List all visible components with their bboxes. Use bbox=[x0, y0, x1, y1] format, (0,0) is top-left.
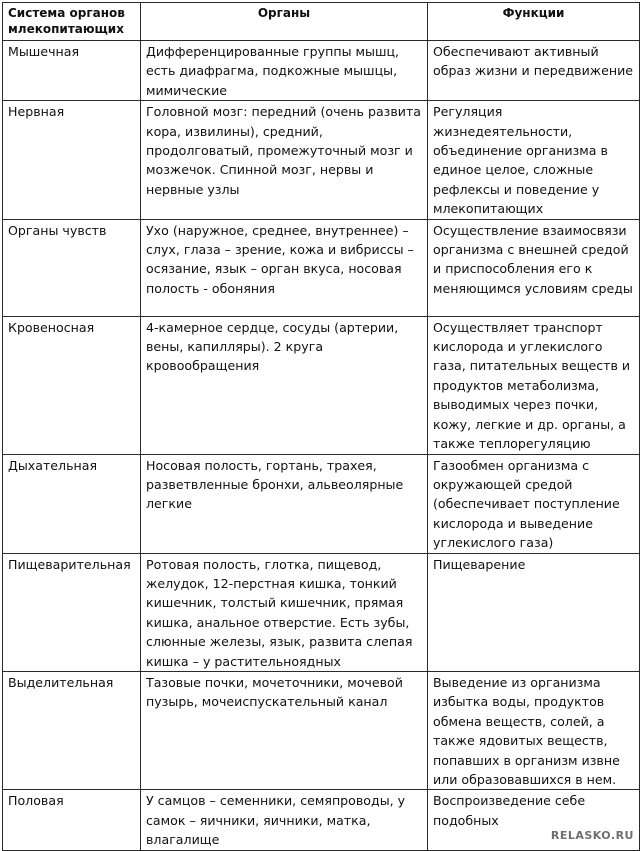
table-row-respiratory bbox=[3, 454, 640, 553]
table-row-circulatory bbox=[3, 316, 640, 454]
functions-cell: Осуществляет транспорт кислорода и углекислого газа, питательных веществ и продуктов метаболизма, выводимых через почки, кожу, легкие и др. органы, а также теплорегуляцию bbox=[428, 316, 640, 454]
functions-cell: Обеспечивают активный образ жизни и передвижение bbox=[428, 41, 640, 101]
table-row-muscular bbox=[3, 41, 640, 101]
functions-cell: Воспроизведение себе подобных bbox=[428, 790, 640, 850]
system-cell: Мышечная bbox=[3, 41, 141, 101]
functions-cell: Регуляция жизнедеятельности, объединение организма в единое целое, сложные рефлексы и поведение у млекопитающих bbox=[428, 101, 640, 219]
table-row-nervous bbox=[3, 101, 640, 219]
organs-cell: Тазовые почки, мочеточники, мочевой пузырь, мочеиспускательный канал bbox=[141, 671, 428, 789]
functions-cell: Газообмен организма с окружающей средой (обеспечивает поступление кислорода и выведение углекислого газа) bbox=[428, 454, 640, 553]
table-row-digestive bbox=[3, 553, 640, 671]
organs-cell: Носовая полость, гортань, трахея, разветвленные бронхи, альвеолярные легкие bbox=[141, 454, 428, 553]
system-cell: Пищеварительная bbox=[3, 553, 141, 671]
system-cell: Выделительная bbox=[3, 671, 141, 789]
organs-cell: Ротовая полость, глотка, пищевод, желудок, 12-перстная кишка, тонкий кишечник, толстый кишечник, прямая кишка, анальное отверстие. Есть зубы, слюнные железы, язык, развита слепая кишка – у растительноядных bbox=[141, 553, 428, 671]
system-cell: Дыхательная bbox=[3, 454, 141, 553]
organs-cell: У самцов – семенники, семяпроводы, у самок – яичники, яичники, матка, влагалище bbox=[141, 790, 428, 850]
header-organs: Органы bbox=[141, 3, 428, 41]
functions-cell: Пищеварение bbox=[428, 553, 640, 671]
organs-cell: Ухо (наружное, среднее, внутреннее) – слух, глаза – зрение, кожа и вибриссы – осязание, язык – орган вкуса, носовая полость - обоняния bbox=[141, 219, 428, 316]
organs-cell: Головной мозг: передний (очень развита кора, извилины), средний, продолговатый, промежуточный мозг и мозжечок. Спинной мозг, нервы и нервные узлы bbox=[141, 101, 428, 219]
organs-cell: Дифференцированные группы мышц, есть диафрагма, подкожные мышцы, мимические bbox=[141, 41, 428, 101]
system-cell: Органы чувств bbox=[3, 219, 141, 316]
header-system: Система органов млекопитающих bbox=[3, 3, 141, 41]
table-row-senses bbox=[3, 219, 640, 316]
table-header-row bbox=[3, 3, 640, 41]
table-row-excretory bbox=[3, 671, 640, 789]
system-cell: Кровеносная bbox=[3, 316, 141, 454]
table-row-reproductive bbox=[3, 790, 640, 850]
functions-cell: Осуществление взаимосвязи организма с внешней средой и приспособления его к меняющимся условиям среды bbox=[428, 219, 640, 316]
header-functions: Функции bbox=[428, 3, 640, 41]
organs-cell: 4-камерное сердце, сосуды (артерии, вены, капилляры). 2 круга кровообращения bbox=[141, 316, 428, 454]
site-watermark: RELASKO.RU bbox=[550, 829, 634, 842]
functions-cell: Выведение из организма избытка воды, продуктов обмена веществ, солей, а также ядовитых веществ, попавших в организм извне или образовавшихся в нем. bbox=[428, 671, 640, 789]
system-cell: Нервная bbox=[3, 101, 141, 219]
mammal-organ-systems-table bbox=[2, 2, 640, 851]
system-cell: Половая bbox=[3, 790, 141, 850]
